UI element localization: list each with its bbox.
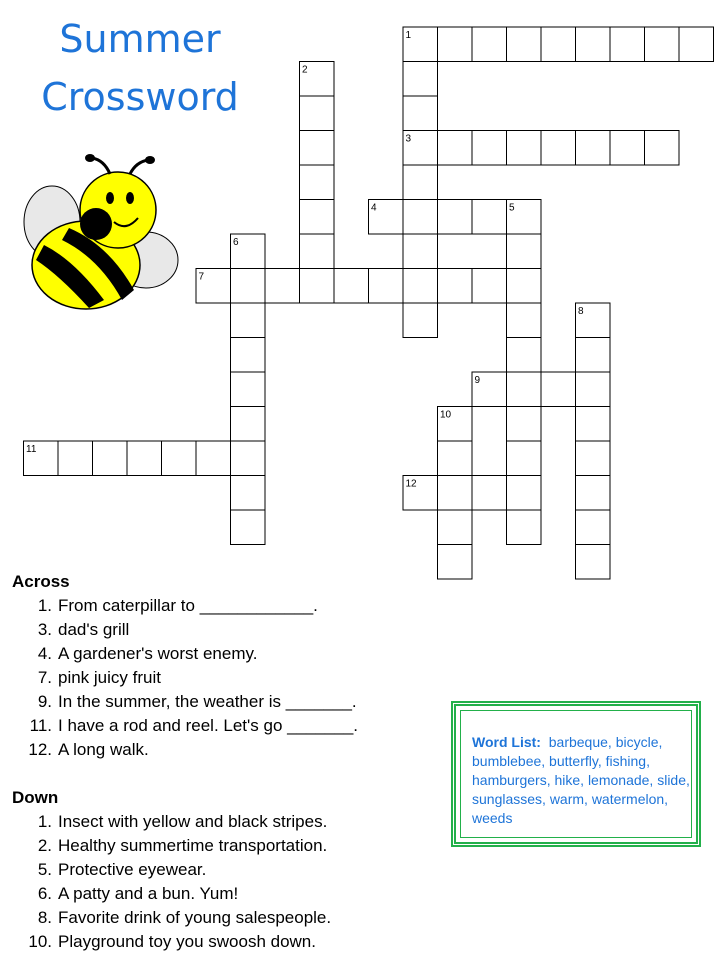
- clue-number: 4.: [37, 644, 52, 663]
- grid-cell[interactable]: [576, 510, 611, 545]
- clue-text: pink juicy fruit: [58, 668, 161, 687]
- clue-text: Protective eyewear.: [58, 860, 207, 879]
- grid-cell[interactable]: [576, 476, 611, 511]
- clue-number: 9.: [37, 692, 52, 711]
- clue-number: 7.: [37, 668, 52, 687]
- grid-cell[interactable]: [576, 407, 611, 442]
- down-clues: [12, 786, 331, 954]
- clue-number: 1.: [37, 812, 52, 831]
- grid-cell[interactable]: [472, 269, 507, 304]
- grid-cell[interactable]: [610, 131, 645, 166]
- grid-number: 11: [26, 444, 37, 455]
- clue-number: 12.: [28, 740, 52, 759]
- grid-cell[interactable]: [231, 510, 266, 545]
- grid-cell[interactable]: [507, 407, 542, 442]
- clue-number: 2.: [37, 836, 52, 855]
- grid-number: 1: [405, 30, 412, 41]
- grid-number: 5: [509, 202, 515, 214]
- across-clues: [12, 570, 358, 762]
- clue-number: 10.: [28, 932, 52, 951]
- clue-text: A gardener's worst enemy.: [58, 644, 258, 663]
- grid-cell[interactable]: [300, 165, 335, 200]
- grid-cell[interactable]: [438, 200, 473, 235]
- grid-cell[interactable]: [576, 27, 611, 62]
- grid-cell[interactable]: [438, 131, 473, 166]
- grid-cell[interactable]: [403, 165, 438, 200]
- down-clue: [12, 810, 331, 834]
- clue-text: dad's grill: [58, 620, 130, 639]
- grid-cell[interactable]: [162, 441, 197, 476]
- grid-cell[interactable]: [403, 200, 438, 235]
- grid-number: 9: [474, 375, 481, 386]
- grid-cell[interactable]: [472, 200, 507, 235]
- grid-cell[interactable]: [576, 441, 611, 476]
- grid-cell[interactable]: [438, 269, 473, 304]
- grid-cell[interactable]: [507, 131, 542, 166]
- grid-number: 4: [371, 202, 377, 214]
- grid-cell[interactable]: [231, 338, 266, 373]
- down-clue: [12, 858, 331, 882]
- clue-text: In the summer, the weather is _______.: [58, 692, 357, 711]
- grid-number: 6: [233, 237, 239, 248]
- grid-cell[interactable]: [438, 545, 473, 580]
- across-clue: [12, 666, 358, 690]
- clue-text: Insect with yellow and black stripes.: [58, 812, 328, 831]
- clue-number: 6.: [37, 884, 52, 903]
- grid-cell[interactable]: [507, 303, 542, 338]
- clue-text: Healthy summertime transportation.: [58, 836, 328, 855]
- grid-number: 10: [440, 409, 452, 421]
- title-line-2: Crossword: [41, 75, 239, 119]
- grid-cell[interactable]: [403, 303, 438, 338]
- down-clue: [12, 930, 331, 954]
- title-line-1: Summer: [59, 17, 221, 61]
- clue-text: I have a rod and reel. Let's go _______.: [58, 716, 359, 735]
- grid-cell[interactable]: [300, 96, 335, 131]
- grid-cell[interactable]: [507, 269, 542, 304]
- grid-cell[interactable]: [231, 476, 266, 511]
- grid-cell[interactable]: [438, 510, 473, 545]
- across-clue: [12, 642, 358, 666]
- grid-cell[interactable]: [231, 441, 266, 476]
- grid-cell[interactable]: [300, 200, 335, 235]
- grid-cell[interactable]: [438, 27, 473, 62]
- grid-cell[interactable]: [679, 27, 714, 62]
- across-clue: [12, 690, 358, 714]
- grid-cell[interactable]: [403, 234, 438, 269]
- grid-cell[interactable]: [300, 131, 335, 166]
- grid-cell[interactable]: [93, 441, 128, 476]
- down-clue: [12, 882, 331, 906]
- grid-cell[interactable]: [610, 27, 645, 62]
- grid-cell[interactable]: [507, 510, 542, 545]
- grid-number: 12: [405, 478, 417, 490]
- clue-number: 1.: [37, 596, 52, 615]
- grid-cell[interactable]: [265, 269, 300, 304]
- grid-number: 7: [198, 271, 205, 283]
- grid-cell[interactable]: [231, 303, 266, 338]
- word-list-box: [451, 701, 701, 847]
- grid-cell[interactable]: [472, 27, 507, 62]
- grid-cell[interactable]: [576, 545, 611, 580]
- grid-cell[interactable]: [231, 372, 266, 407]
- grid-cell[interactable]: [472, 131, 507, 166]
- clue-text: Favorite drink of young salespeople.: [58, 908, 332, 927]
- grid-cell[interactable]: [300, 269, 335, 304]
- grid-cell[interactable]: [403, 96, 438, 131]
- grid-cell[interactable]: [645, 131, 680, 166]
- grid-cell[interactable]: [507, 372, 542, 407]
- grid-cell[interactable]: [541, 27, 576, 62]
- grid-cell[interactable]: [507, 27, 542, 62]
- across-clue: [12, 594, 358, 618]
- down-clue: [12, 834, 331, 858]
- grid-cell[interactable]: [58, 441, 93, 476]
- grid-cell[interactable]: [541, 131, 576, 166]
- down-heading: Down: [12, 788, 59, 807]
- grid-cell[interactable]: [507, 441, 542, 476]
- grid-cell[interactable]: [645, 27, 680, 62]
- across-clue: [12, 618, 358, 642]
- grid-cell[interactable]: [231, 407, 266, 442]
- grid-number: 2: [302, 64, 308, 76]
- clue-number: 11.: [29, 716, 52, 735]
- grid-cell[interactable]: [576, 372, 611, 407]
- grid-number: 3: [405, 133, 412, 145]
- clue-text: A long walk.: [58, 740, 149, 759]
- across-clue: [12, 738, 358, 762]
- clue-text: Playground toy you swoosh down.: [58, 932, 316, 951]
- grid-cell[interactable]: [403, 269, 438, 304]
- grid-cell[interactable]: [231, 269, 266, 304]
- clue-number: 8.: [37, 908, 52, 927]
- grid-cell[interactable]: [369, 269, 404, 304]
- across-clue: [12, 714, 358, 738]
- down-clue: [12, 906, 331, 930]
- grid-cell[interactable]: [576, 338, 611, 373]
- grid-cell[interactable]: [438, 441, 473, 476]
- grid-cell[interactable]: [127, 441, 162, 476]
- grid-cell[interactable]: [576, 131, 611, 166]
- word-list-words: barbeque, bicycle, bumblebee, butterfly, fishing, hamburgers, hike, lemonade, slide, sunglasses, warm, watermelon, weeds: [472, 734, 690, 826]
- grid-cell[interactable]: [196, 441, 231, 476]
- word-list-text: [472, 733, 696, 828]
- grid-cell[interactable]: [403, 62, 438, 97]
- grid-cell[interactable]: [507, 234, 542, 269]
- clue-number: 5.: [37, 860, 52, 879]
- grid-cell[interactable]: [507, 338, 542, 373]
- grid-cell[interactable]: [438, 476, 473, 511]
- grid-cell[interactable]: [300, 234, 335, 269]
- grid-cell[interactable]: [334, 269, 369, 304]
- grid-cell[interactable]: [472, 476, 507, 511]
- clue-text: A patty and a bun. Yum!: [58, 884, 239, 903]
- clue-text: From caterpillar to ____________.: [58, 596, 318, 615]
- grid-cell[interactable]: [541, 372, 576, 407]
- clue-number: 3.: [37, 620, 52, 639]
- grid-cell[interactable]: [507, 476, 542, 511]
- grid-number: 8: [578, 306, 584, 317]
- word-list-label: Word List:: [472, 734, 541, 750]
- across-heading: Across: [12, 572, 70, 591]
